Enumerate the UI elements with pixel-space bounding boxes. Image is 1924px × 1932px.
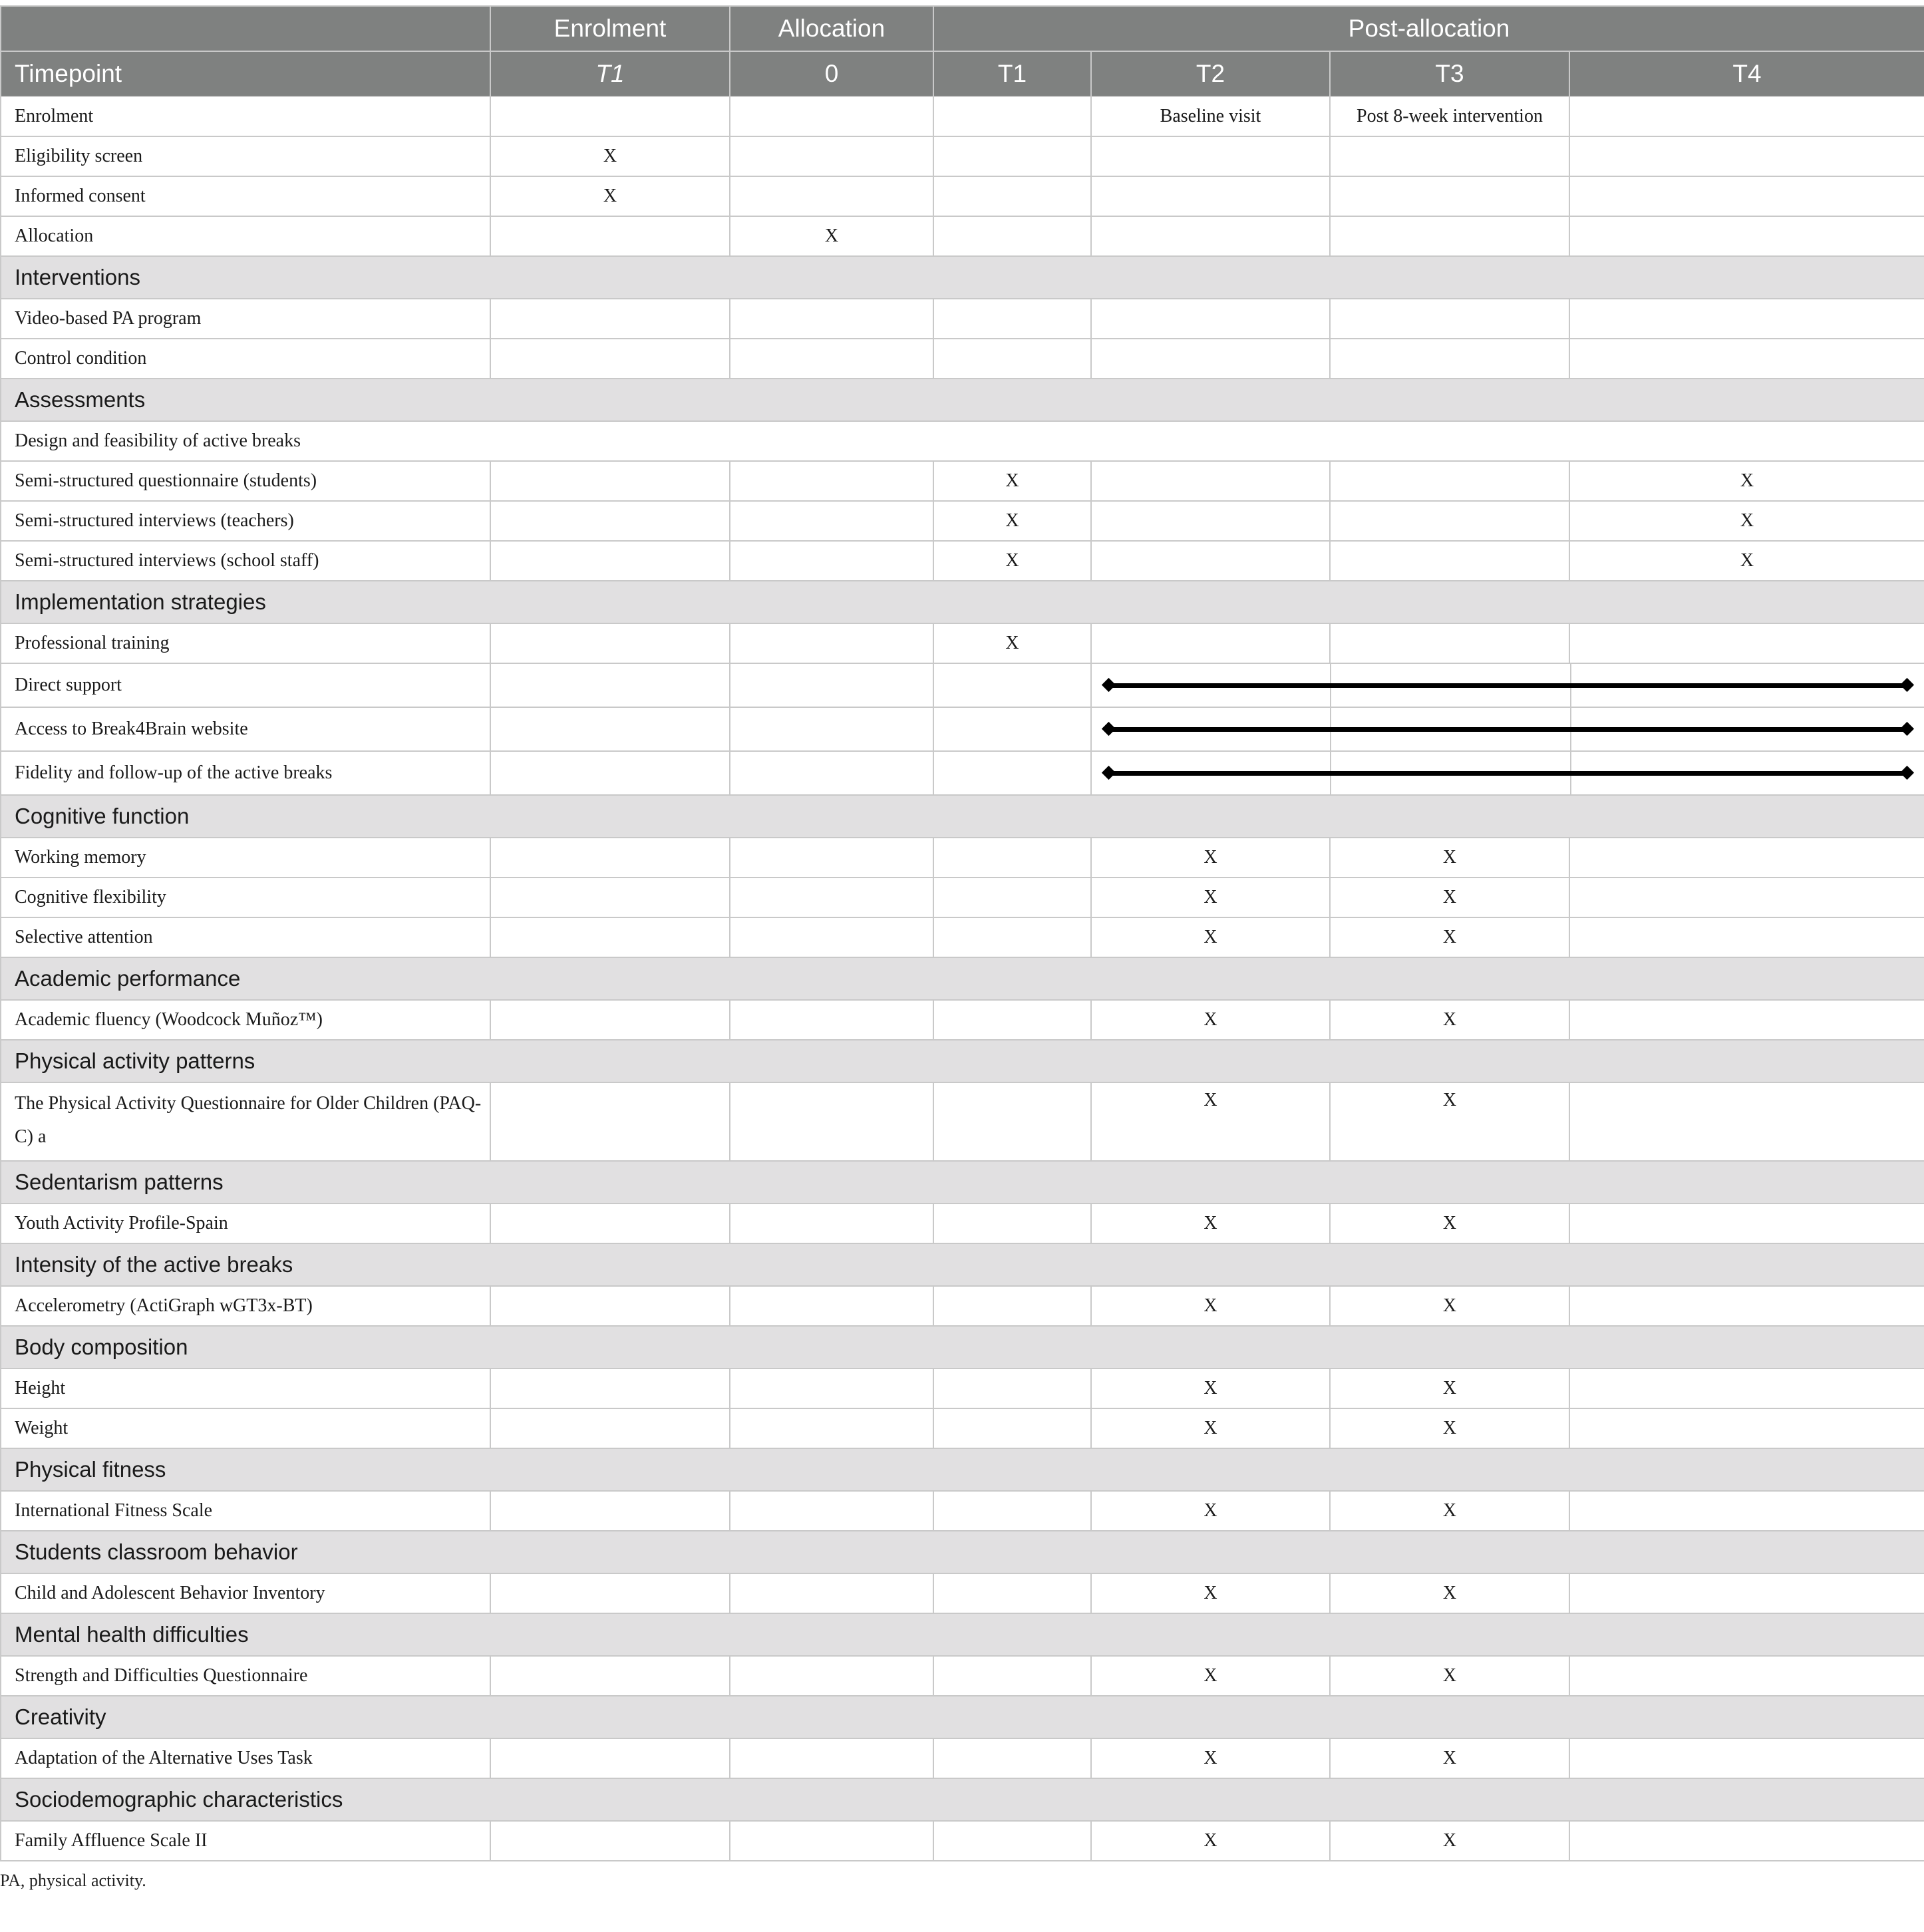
schedule-cell bbox=[933, 216, 1091, 256]
header-timepoint-enrolment: T1 bbox=[490, 51, 730, 96]
schedule-cell: X bbox=[1091, 1082, 1330, 1161]
schedule-cell bbox=[730, 96, 933, 136]
table-row bbox=[1, 751, 1924, 795]
table-row bbox=[1, 1408, 1924, 1448]
duration-end-marker bbox=[1900, 722, 1914, 736]
schedule-table-body bbox=[1, 96, 1924, 1861]
section-row-physical-activity-patterns bbox=[1, 1040, 1924, 1082]
schedule-cell bbox=[490, 1204, 730, 1243]
schedule-cell: X bbox=[1330, 1082, 1569, 1161]
header-row-timepoints bbox=[1, 51, 1924, 96]
schedule-cell: X bbox=[1091, 1573, 1330, 1613]
schedule-cell bbox=[1569, 339, 1924, 379]
schedule-cell bbox=[1091, 176, 1330, 216]
duration-end-marker bbox=[1900, 678, 1914, 692]
section-row-body-composition bbox=[1, 1326, 1924, 1368]
schedule-cell bbox=[730, 176, 933, 216]
schedule-cell bbox=[730, 663, 933, 707]
schedule-cell bbox=[933, 1082, 1091, 1161]
schedule-cell bbox=[730, 136, 933, 176]
row-label: Semi-structured interviews (teachers) bbox=[1, 501, 490, 541]
schedule-cell bbox=[1569, 1408, 1924, 1448]
schedule-cell: X bbox=[1569, 501, 1924, 541]
schedule-cell: Baseline visit bbox=[1091, 96, 1330, 136]
schedule-cell bbox=[1091, 339, 1330, 379]
schedule-cell bbox=[1330, 501, 1569, 541]
schedule-cell: X bbox=[1330, 1204, 1569, 1243]
schedule-cell bbox=[730, 1368, 933, 1408]
section-row-academic-performance bbox=[1, 957, 1924, 1000]
row-label: Control condition bbox=[1, 339, 490, 379]
schedule-cell bbox=[730, 838, 933, 878]
schedule-table-container bbox=[0, 5, 1924, 1891]
schedule-cell: X bbox=[1091, 1000, 1330, 1040]
schedule-cell: X bbox=[1091, 878, 1330, 917]
table-row bbox=[1, 96, 1924, 136]
table-row bbox=[1, 136, 1924, 176]
schedule-cell bbox=[1569, 1286, 1924, 1326]
header-timepoint-t4: T4 bbox=[1569, 51, 1924, 96]
row-label: Informed consent bbox=[1, 176, 490, 216]
table-row bbox=[1, 1738, 1924, 1778]
schedule-cell: X bbox=[933, 501, 1091, 541]
subsection-heading: Design and feasibility of active breaks bbox=[1, 421, 1924, 461]
schedule-cell bbox=[1569, 299, 1924, 339]
schedule-cell: X bbox=[1091, 1204, 1330, 1243]
schedule-cell bbox=[1569, 1491, 1924, 1531]
schedule-cell bbox=[1569, 623, 1924, 663]
schedule-cell bbox=[1569, 878, 1924, 917]
section-row-implementation-strategies bbox=[1, 581, 1924, 623]
schedule-cell bbox=[730, 501, 933, 541]
schedule-cell bbox=[933, 1821, 1091, 1861]
schedule-cell: X bbox=[1091, 1738, 1330, 1778]
header-phase-blank bbox=[1, 6, 490, 51]
schedule-cell bbox=[490, 299, 730, 339]
schedule-cell bbox=[1330, 176, 1569, 216]
schedule-cell: X bbox=[1091, 1491, 1330, 1531]
table-row bbox=[1, 663, 1924, 707]
schedule-cell: X bbox=[1091, 1821, 1330, 1861]
schedule-cell bbox=[933, 339, 1091, 379]
schedule-cell bbox=[490, 96, 730, 136]
schedule-cell bbox=[1569, 1000, 1924, 1040]
row-label: Semi-structured interviews (school staff) bbox=[1, 541, 490, 581]
row-label: Access to Break4Brain website bbox=[1, 707, 490, 751]
schedule-cell bbox=[933, 751, 1091, 795]
section-heading: Cognitive function bbox=[1, 795, 1924, 838]
schedule-cell: X bbox=[933, 541, 1091, 581]
schedule-cell bbox=[933, 1408, 1091, 1448]
schedule-cell bbox=[490, 1408, 730, 1448]
row-label: Eligibility screen bbox=[1, 136, 490, 176]
table-row bbox=[1, 1286, 1924, 1326]
schedule-cell bbox=[490, 1286, 730, 1326]
header-phase-post-allocation: Post-allocation bbox=[933, 6, 1924, 51]
schedule-cell: X bbox=[1569, 541, 1924, 581]
duration-start-marker bbox=[1102, 722, 1116, 736]
row-label: Semi-structured questionnaire (students) bbox=[1, 461, 490, 501]
section-row-students-classroom-behavior bbox=[1, 1531, 1924, 1573]
schedule-cell bbox=[1569, 1821, 1924, 1861]
schedule-table bbox=[0, 5, 1924, 1861]
schedule-cell: X bbox=[933, 461, 1091, 501]
schedule-cell bbox=[933, 1491, 1091, 1531]
table-row bbox=[1, 216, 1924, 256]
schedule-cell bbox=[730, 917, 933, 957]
schedule-cell bbox=[490, 1656, 730, 1696]
schedule-cell bbox=[933, 1573, 1091, 1613]
schedule-cell bbox=[1330, 216, 1569, 256]
duration-span-cell bbox=[1091, 663, 1924, 707]
schedule-cell bbox=[490, 339, 730, 379]
duration-start-marker bbox=[1102, 766, 1116, 780]
section-heading: Interventions bbox=[1, 256, 1924, 299]
duration-line bbox=[1106, 727, 1909, 732]
table-row bbox=[1, 1656, 1924, 1696]
section-row-creativity bbox=[1, 1696, 1924, 1738]
schedule-cell: X bbox=[490, 176, 730, 216]
schedule-cell bbox=[933, 1738, 1091, 1778]
schedule-cell bbox=[1330, 461, 1569, 501]
section-heading: Academic performance bbox=[1, 957, 1924, 1000]
section-heading: Mental health difficulties bbox=[1, 1613, 1924, 1656]
schedule-cell bbox=[1091, 299, 1330, 339]
schedule-cell bbox=[933, 136, 1091, 176]
row-label: Height bbox=[1, 1368, 490, 1408]
schedule-cell bbox=[730, 299, 933, 339]
schedule-cell: X bbox=[1330, 1286, 1569, 1326]
schedule-cell bbox=[730, 1204, 933, 1243]
section-heading: Physical activity patterns bbox=[1, 1040, 1924, 1082]
schedule-cell bbox=[730, 707, 933, 751]
row-label: Child and Adolescent Behavior Inventory bbox=[1, 1573, 490, 1613]
schedule-cell bbox=[1569, 1082, 1924, 1161]
schedule-cell bbox=[730, 1408, 933, 1448]
schedule-cell bbox=[730, 1738, 933, 1778]
duration-line bbox=[1106, 771, 1909, 776]
schedule-cell bbox=[730, 1286, 933, 1326]
schedule-cell bbox=[730, 751, 933, 795]
duration-line bbox=[1106, 683, 1909, 688]
row-label: Fidelity and follow-up of the active breaks bbox=[1, 751, 490, 795]
duration-span-cell bbox=[1091, 751, 1924, 795]
schedule-cell bbox=[490, 751, 730, 795]
row-label: The Physical Activity Questionnaire for Older Children (PAQ-C) a bbox=[1, 1082, 490, 1161]
schedule-cell: X bbox=[730, 216, 933, 256]
table-row bbox=[1, 299, 1924, 339]
row-label: Strength and Difficulties Questionnaire bbox=[1, 1656, 490, 1696]
schedule-cell bbox=[1330, 299, 1569, 339]
table-row bbox=[1, 176, 1924, 216]
header-timepoint-label: Timepoint bbox=[1, 51, 490, 96]
row-label: Academic fluency (Woodcock Muñoz™) bbox=[1, 1000, 490, 1040]
schedule-cell bbox=[933, 1286, 1091, 1326]
schedule-cell bbox=[490, 501, 730, 541]
schedule-cell bbox=[933, 838, 1091, 878]
schedule-cell: X bbox=[1330, 1573, 1569, 1613]
schedule-cell bbox=[1569, 1573, 1924, 1613]
schedule-cell bbox=[730, 1000, 933, 1040]
schedule-cell: X bbox=[490, 136, 730, 176]
schedule-cell bbox=[1091, 501, 1330, 541]
schedule-cell bbox=[933, 1000, 1091, 1040]
section-heading: Assessments bbox=[1, 379, 1924, 421]
schedule-cell: X bbox=[1569, 461, 1924, 501]
schedule-cell bbox=[1569, 1656, 1924, 1696]
schedule-cell: X bbox=[933, 623, 1091, 663]
section-row-interventions bbox=[1, 256, 1924, 299]
schedule-cell bbox=[1569, 1204, 1924, 1243]
table-row bbox=[1, 623, 1924, 663]
table-row bbox=[1, 1000, 1924, 1040]
schedule-cell bbox=[933, 176, 1091, 216]
schedule-cell bbox=[490, 1000, 730, 1040]
section-heading: Sociodemographic characteristics bbox=[1, 1778, 1924, 1821]
row-label: Family Affluence Scale II bbox=[1, 1821, 490, 1861]
schedule-cell: X bbox=[1091, 1368, 1330, 1408]
schedule-cell bbox=[490, 1368, 730, 1408]
table-row bbox=[1, 501, 1924, 541]
schedule-cell bbox=[933, 707, 1091, 751]
schedule-cell bbox=[1091, 136, 1330, 176]
section-row-cognitive-function bbox=[1, 795, 1924, 838]
schedule-cell bbox=[1569, 136, 1924, 176]
schedule-cell bbox=[1091, 541, 1330, 581]
table-row bbox=[1, 838, 1924, 878]
schedule-cell bbox=[490, 1821, 730, 1861]
schedule-cell bbox=[490, 1491, 730, 1531]
schedule-cell: X bbox=[1091, 1408, 1330, 1448]
table-row bbox=[1, 541, 1924, 581]
table-row bbox=[1, 917, 1924, 957]
section-heading: Students classroom behavior bbox=[1, 1531, 1924, 1573]
schedule-cell bbox=[1330, 541, 1569, 581]
schedule-cell: X bbox=[1330, 1000, 1569, 1040]
section-heading: Sedentarism patterns bbox=[1, 1161, 1924, 1204]
table-row bbox=[1, 1573, 1924, 1613]
row-label: Direct support bbox=[1, 663, 490, 707]
schedule-cell bbox=[933, 1204, 1091, 1243]
schedule-cell bbox=[1569, 917, 1924, 957]
table-row bbox=[1, 1204, 1924, 1243]
schedule-cell bbox=[933, 917, 1091, 957]
section-heading: Physical fitness bbox=[1, 1448, 1924, 1491]
schedule-cell: Post 8-week intervention bbox=[1330, 96, 1569, 136]
table-row bbox=[1, 707, 1924, 751]
header-timepoint-allocation: 0 bbox=[730, 51, 933, 96]
section-heading: Intensity of the active breaks bbox=[1, 1243, 1924, 1286]
schedule-cell bbox=[730, 461, 933, 501]
schedule-cell: X bbox=[1330, 1656, 1569, 1696]
row-label: Weight bbox=[1, 1408, 490, 1448]
schedule-cell: X bbox=[1330, 917, 1569, 957]
schedule-cell: X bbox=[1330, 1491, 1569, 1531]
header-timepoint-t1: T1 bbox=[933, 51, 1091, 96]
schedule-cell bbox=[933, 663, 1091, 707]
schedule-cell bbox=[490, 707, 730, 751]
schedule-cell: X bbox=[1091, 838, 1330, 878]
duration-end-marker bbox=[1900, 766, 1914, 780]
section-heading: Body composition bbox=[1, 1326, 1924, 1368]
header-phase-allocation: Allocation bbox=[730, 6, 933, 51]
schedule-cell: X bbox=[1330, 1368, 1569, 1408]
header-timepoint-t3: T3 bbox=[1330, 51, 1569, 96]
row-label: Youth Activity Profile-Spain bbox=[1, 1204, 490, 1243]
row-label: Accelerometry (ActiGraph wGT3x-BT) bbox=[1, 1286, 490, 1326]
section-heading: Implementation strategies bbox=[1, 581, 1924, 623]
schedule-cell bbox=[490, 1082, 730, 1161]
schedule-cell bbox=[490, 838, 730, 878]
row-label: Selective attention bbox=[1, 917, 490, 957]
table-row bbox=[1, 461, 1924, 501]
schedule-cell bbox=[1569, 176, 1924, 216]
row-label: Adaptation of the Alternative Uses Task bbox=[1, 1738, 490, 1778]
row-label: Working memory bbox=[1, 838, 490, 878]
schedule-cell bbox=[933, 299, 1091, 339]
schedule-cell bbox=[1091, 623, 1330, 663]
row-label: Allocation bbox=[1, 216, 490, 256]
schedule-cell bbox=[730, 541, 933, 581]
schedule-cell: X bbox=[1091, 917, 1330, 957]
schedule-cell bbox=[730, 1656, 933, 1696]
table-row bbox=[1, 1082, 1924, 1161]
table-row bbox=[1, 1821, 1924, 1861]
schedule-cell bbox=[1569, 1368, 1924, 1408]
schedule-cell bbox=[933, 1368, 1091, 1408]
row-label: Enrolment bbox=[1, 96, 490, 136]
schedule-cell bbox=[490, 1738, 730, 1778]
schedule-cell bbox=[1091, 216, 1330, 256]
schedule-cell bbox=[730, 1573, 933, 1613]
schedule-cell: X bbox=[1330, 878, 1569, 917]
header-row-phases bbox=[1, 6, 1924, 51]
row-label: Video-based PA program bbox=[1, 299, 490, 339]
schedule-cell: X bbox=[1091, 1286, 1330, 1326]
row-label: Cognitive flexibility bbox=[1, 878, 490, 917]
subsection-row-design-and-feasibility-of-active-breaks bbox=[1, 421, 1924, 461]
schedule-cell bbox=[933, 96, 1091, 136]
schedule-cell bbox=[730, 623, 933, 663]
schedule-cell bbox=[1091, 461, 1330, 501]
schedule-cell bbox=[1569, 838, 1924, 878]
header-timepoint-t2: T2 bbox=[1091, 51, 1330, 96]
duration-start-marker bbox=[1102, 678, 1116, 692]
schedule-cell bbox=[1330, 136, 1569, 176]
schedule-cell bbox=[490, 461, 730, 501]
header-phase-enrolment: Enrolment bbox=[490, 6, 730, 51]
schedule-cell bbox=[490, 623, 730, 663]
row-label: Professional training bbox=[1, 623, 490, 663]
schedule-cell: X bbox=[1330, 1408, 1569, 1448]
section-heading: Creativity bbox=[1, 1696, 1924, 1738]
schedule-cell bbox=[490, 878, 730, 917]
schedule-cell bbox=[933, 878, 1091, 917]
schedule-cell bbox=[1330, 623, 1569, 663]
table-row bbox=[1, 1491, 1924, 1531]
schedule-cell bbox=[730, 1082, 933, 1161]
schedule-cell bbox=[1569, 1738, 1924, 1778]
schedule-cell: X bbox=[1330, 1821, 1569, 1861]
schedule-cell bbox=[490, 1573, 730, 1613]
schedule-cell bbox=[490, 216, 730, 256]
duration-span-cell bbox=[1091, 707, 1924, 751]
section-row-mental-health-difficulties bbox=[1, 1613, 1924, 1656]
section-row-physical-fitness bbox=[1, 1448, 1924, 1491]
schedule-cell: X bbox=[1091, 1656, 1330, 1696]
section-row-assessments bbox=[1, 379, 1924, 421]
row-label: International Fitness Scale bbox=[1, 1491, 490, 1531]
schedule-cell bbox=[1569, 96, 1924, 136]
schedule-cell bbox=[730, 339, 933, 379]
schedule-cell bbox=[1330, 339, 1569, 379]
section-row-sociodemographic-characteristics bbox=[1, 1778, 1924, 1821]
schedule-cell bbox=[730, 1491, 933, 1531]
section-row-sedentarism-patterns bbox=[1, 1161, 1924, 1204]
table-footnote: PA, physical activity. bbox=[0, 1871, 146, 1890]
schedule-cell: X bbox=[1330, 1738, 1569, 1778]
schedule-cell bbox=[730, 878, 933, 917]
schedule-cell: X bbox=[1330, 838, 1569, 878]
schedule-cell bbox=[730, 1821, 933, 1861]
table-row bbox=[1, 339, 1924, 379]
schedule-cell bbox=[933, 1656, 1091, 1696]
schedule-cell bbox=[1569, 216, 1924, 256]
schedule-cell bbox=[490, 541, 730, 581]
table-row bbox=[1, 1368, 1924, 1408]
schedule-cell bbox=[490, 663, 730, 707]
schedule-cell bbox=[490, 917, 730, 957]
section-row-intensity-of-the-active-breaks bbox=[1, 1243, 1924, 1286]
table-row bbox=[1, 878, 1924, 917]
